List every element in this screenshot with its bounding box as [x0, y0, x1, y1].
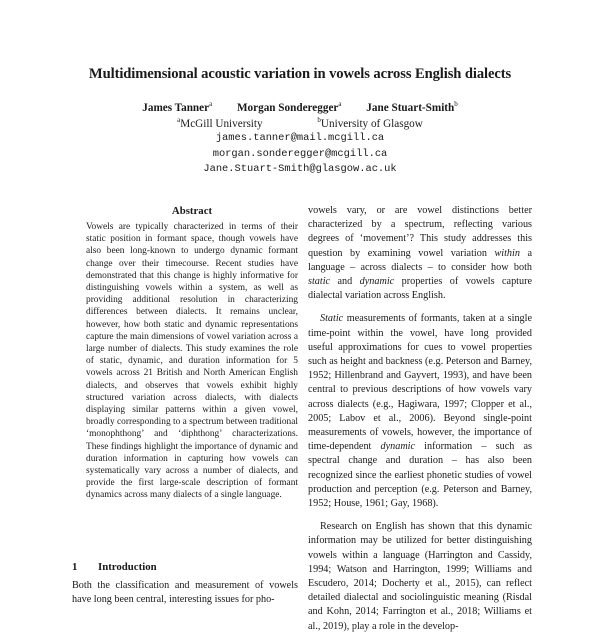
body-paragraph: Research on English has shown that this dynamic information may be utilized for better distinguishing vowels within a language (Harrington and Cassidy, 1994; Watson and Harrington, 1999; Williams and Escudero, 2014; Docherty et al., 2015), can reflect detailed dialectal and sociolinguistic meaning (Risdal and Kohn, 2014; Farrington et al., 2018; Williams et al., 2019), play a role in the develop-: [308, 521, 532, 632]
right-column: [308, 204, 532, 643]
affiliation: [317, 118, 422, 130]
affiliation-line: [0, 116, 600, 130]
intro-paragraph: Both the classification and measurement of vowels have long been central, interesting issues for pho-: [72, 580, 298, 606]
author-name: Jane Stuart-Smith: [366, 102, 455, 114]
affiliation-name: McGill University: [180, 118, 263, 130]
affiliation-mark: b: [317, 116, 321, 124]
affiliation: [177, 118, 262, 130]
author-affiliation-mark: a: [338, 100, 342, 108]
author-name: James Tanner: [142, 102, 210, 114]
section-title: Introduction: [98, 561, 157, 573]
body-paragraph: vowels vary, or are vowel distinctions better characterized by a spectrum, reflecting various degrees of ‘movement’? This study addresses this question by examining vowel variation within a language – across dialects – to consider how both static and dynamic properties of vowels capture dialectal variation across English.: [308, 205, 532, 302]
abstract-heading: Abstract: [171, 205, 213, 217]
section-heading: [72, 561, 298, 573]
author-name: Morgan Sonderegger: [236, 102, 339, 114]
abstract-text: Vowels are typically characterized in terms of their static position in formant space, though vowels have also been long-known to undergo dynamic formant change over their timecourse. Recent studies have demonstrated that this change is highly informative for distinguishing vowels within a system, as well as providing additional resolution in characterizing differences between dialects. It remains unclear, however, how both static and dynamic representations capture the main dimensions of vowel variation across a large number of dialects. This study examines the role of static, dynamic, and duration information for 5 vowels across 21 British and North American English dialects, and observes that vowels exhibit highly structured variation across dialects, with dialects displaying similar patterns within a given vowel, broadly corresponding to a spectrum between traditional ‘monophthong’ and ‘diphthong’ characterizations. These findings highlight the importance of dynamic and duration information in capturing how vowels can systematically vary across a number of dialects, and provide the first large-scale description of formant dynamics across many dialects of a single language.: [86, 222, 298, 501]
email-address[interactable]: morgan.sonderegger@mcgill.ca: [212, 147, 388, 160]
author-line: [0, 100, 600, 114]
email-address[interactable]: james.tanner@mail.mcgill.ca: [215, 132, 385, 144]
author-affiliation-mark: a: [209, 100, 213, 108]
email-address[interactable]: Jane.Stuart-Smith@glasgow.ac.uk: [203, 163, 397, 175]
author-affiliation-mark: b: [454, 100, 458, 108]
affiliation-mark: a: [177, 116, 181, 124]
author: [366, 102, 457, 114]
section-number: 1: [72, 561, 78, 573]
body-paragraph: Static measurements of formants, taken at a single time-point within the vowel, have long provided useful approximations for cues to vowel properties such as height and backness (e.g. Peterson and Barney, 1952; Hillenbrand and Gayvert, 1993), and have been central to previous descriptions of how vowels vary across dialects (e.g., Hagiwara, 1997; Clopper et al., 2005; Labov et al., 2006). Beyond single-point measurements of vowels, however, the importance of time-dependent dynamic information – such as spectral change and duration – has also been recognized since the earliest phonetic studies of vowel production and perception (e.g. Peterson and Barney, 1952; House, 1961; Gay, 1968).: [308, 313, 532, 510]
email-list: [0, 131, 600, 178]
author: [237, 102, 342, 114]
author: [142, 102, 212, 114]
paper-title: Multidimensional acoustic variation in vowels across English dialects: [88, 66, 512, 82]
affiliation-name: University of Glasgow: [320, 118, 423, 130]
